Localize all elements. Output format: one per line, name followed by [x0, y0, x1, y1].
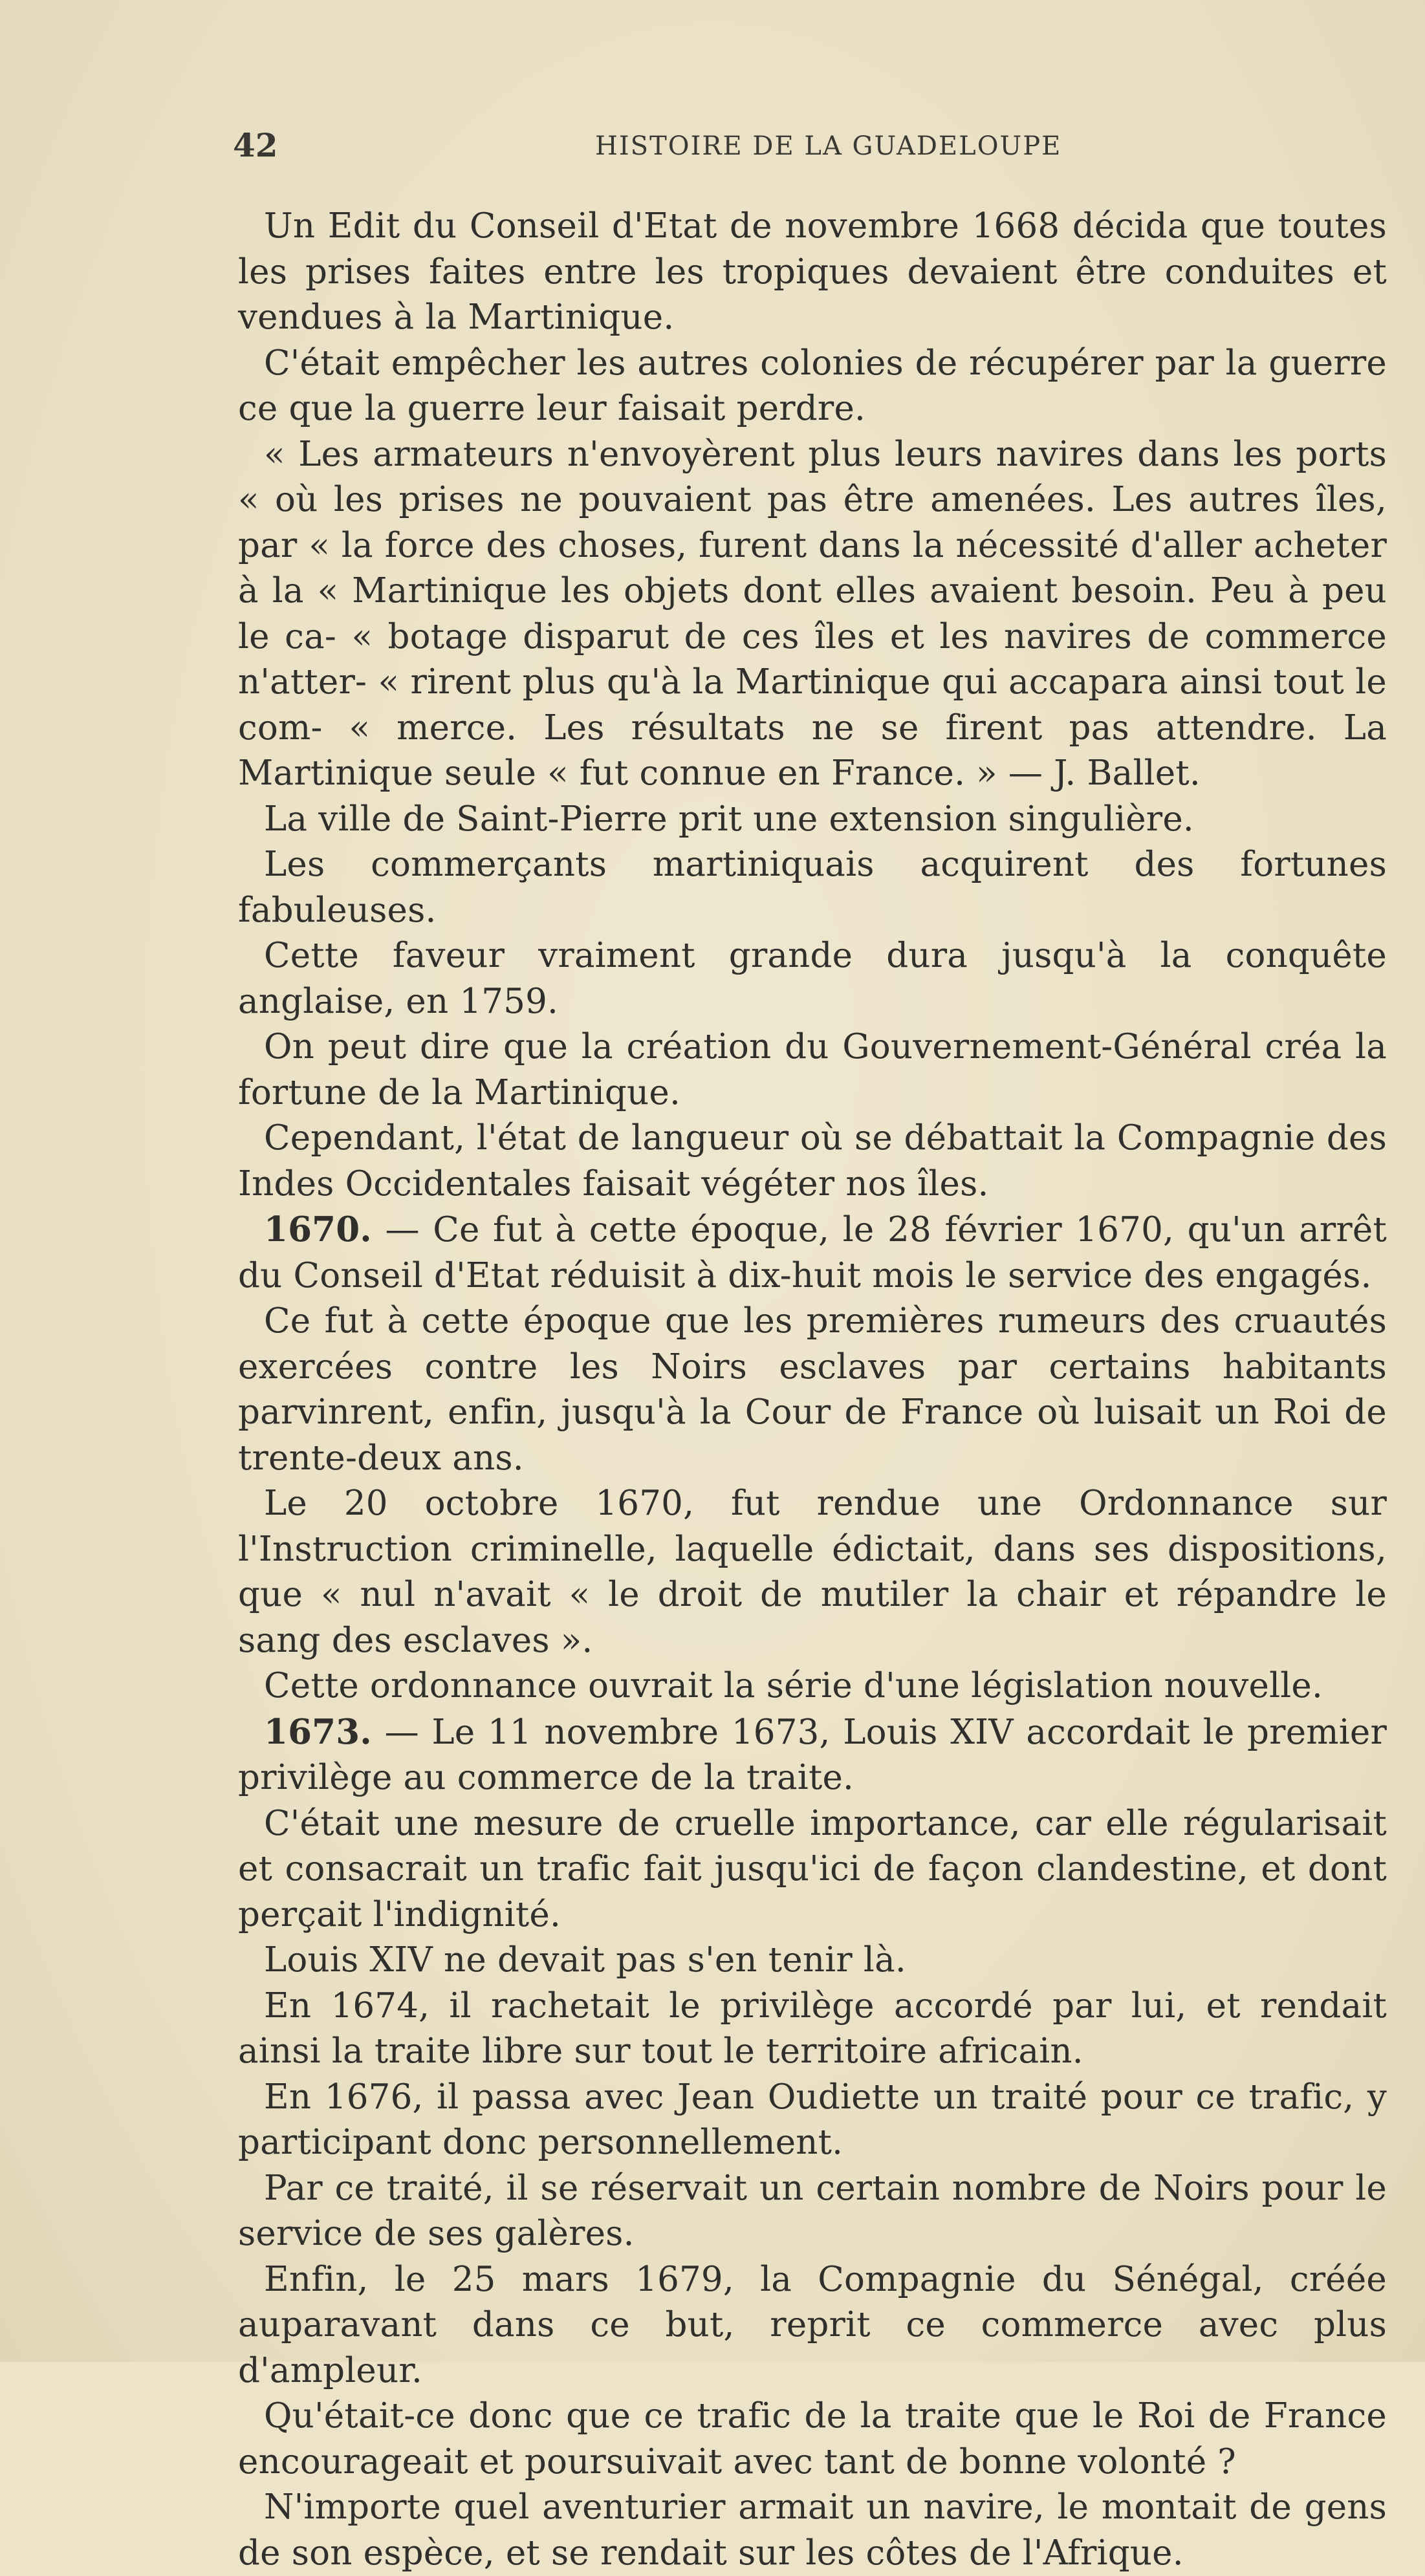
body-text	[238, 204, 1387, 2576]
dated-paragraph-1670: 1670. — Ce fut à cette époque, le 28 février 1670, qu'un arrêt du Conseil d'Etat réduisit à dix-huit mois le service des engagés.	[238, 1209, 1387, 1295]
paragraph: Louis XIV ne devait pas s'en tenir là.	[264, 1940, 906, 1980]
paragraph: Enfin, le 25 mars 1679, la Compagnie du Sénégal, créée auparavant dans ce but, reprit ce commerce avec plus d'ampleur.	[238, 2259, 1387, 2390]
quotation-paragraph: « Les armateurs n'envoyèrent plus leurs navires dans les ports « où les prises ne pouvaient pas être amenées. Les autres îles, par « la force des choses, furent dans la nécessité d'aller acheter à la « Martinique les objets dont elles avaient besoin. Peu à peu le ca- « botage disparut de ces îles et les navires de commerce n'atter- « rirent plus qu'à la Martinique qui accapara ainsi tout le com- « merce. Les résultats ne se firent pas attendre. La Martinique seule « fut connue en France. » — J. Ballet.	[238, 434, 1387, 793]
dated-paragraph-1673: 1673. — Le 11 novembre 1673, Louis XIV accordait le premier privilège au commerce de la traite.	[238, 1711, 1387, 1797]
book-title: HISTOIRE DE LA GUADELOUPE	[595, 131, 1062, 161]
page-number: 42	[233, 126, 278, 164]
year-marker: 1670.	[264, 1209, 372, 1250]
paragraph: Ce fut à cette époque que les premières rumeurs des cruautés exercées contre les Noirs esclaves par certains habitants parvinrent, enfin, jusqu'à la Cour de France où luisait un Roi de trente-deux ans.	[238, 1301, 1387, 1478]
paragraph: C'était une mesure de cruelle importance, car elle régularisait et consacrait un trafic fait jusqu'ici de façon clandestine, et dont perçait l'indignité.	[238, 1803, 1387, 1934]
paragraph: En 1676, il passa avec Jean Oudiette un traité pour ce trafic, y participant donc personnellement.	[238, 2077, 1387, 2162]
paragraph: En 1674, il rachetait le privilège accordé par lui, et rendait ainsi la traite libre sur tout le territoire africain.	[238, 1986, 1387, 2071]
paragraph: N'importe quel aventurier armait un navire, le montait de gens de son espèce, et se rendait sur les côtes de l'Afrique.	[238, 2487, 1387, 2573]
paragraph: Cependant, l'état de langueur où se débattait la Compagnie des Indes Occidentales faisait végéter nos îles.	[238, 1118, 1387, 1204]
paragraph: Les commerçants martiniquais acquirent des fortunes fabuleuses.	[238, 845, 1387, 930]
paragraph: La ville de Saint-Pierre prit une extension singulière.	[264, 799, 1194, 839]
paragraph: Cette ordonnance ouvrait la série d'une législation nouvelle.	[264, 1666, 1323, 1705]
paragraph: Qu'était-ce donc que ce trafic de la traite que le Roi de France encourageait et poursuivait avec tant de bonne volonté ?	[238, 2396, 1387, 2482]
paragraph: On peut dire que la création du Gouvernement-Général créa la fortune de la Martinique.	[238, 1027, 1387, 1112]
paragraph: C'était empêcher les autres colonies de récupérer par la guerre ce que la guerre leur faisait perdre.	[238, 343, 1387, 428]
paragraph: Par ce traité, il se réservait un certain nombre de Noirs pour le service de ses galères.	[238, 2168, 1387, 2253]
year-marker: 1673.	[264, 1711, 372, 1752]
paragraph: Le 20 octobre 1670, fut rendue une Ordonnance sur l'Instruction criminelle, laquelle édictait, dans ses dispositions, que « nul n'avait « le droit de mutiler la chair et répandre le sang des esclaves ».	[238, 1484, 1387, 1660]
paragraph: Cette faveur vraiment grande dura jusqu'à la conquête anglaise, en 1759.	[238, 936, 1387, 1021]
paragraph: Un Edit du Conseil d'Etat de novembre 1668 décida que toutes les prises faites entre les tropiques devaient être conduites et vendues à la Martinique.	[238, 206, 1387, 337]
running-head	[233, 126, 1384, 171]
